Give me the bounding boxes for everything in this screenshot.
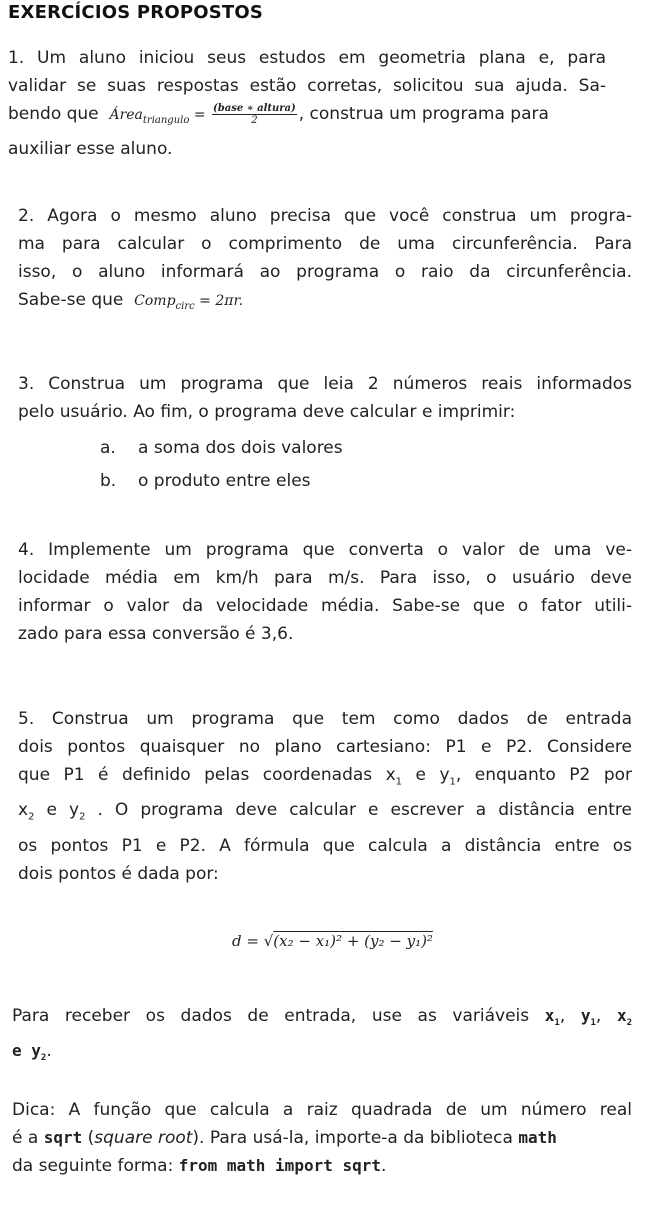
list-item-b: b. o produto entre eles xyxy=(100,471,311,491)
ex3-line-1: 3. Construa um programa que leia 2 números reais informados xyxy=(18,374,632,394)
area-formula: Área$_{triangulo}$ = xyxy=(109,107,211,126)
ex5-line-5: os pontos P1 e P2. A fórmula que calcula a distância entre os xyxy=(18,835,632,856)
ex2-line-3: isso, o aluno informará ao programa o raio da circunferência. xyxy=(18,262,632,282)
tip-paragraph xyxy=(12,1096,632,1180)
ex4-line-1: 4. Implemente um programa que converta o valor de uma ve- xyxy=(18,540,632,560)
page-title: EXERCÍCIOS PROPOSTOS xyxy=(8,2,264,23)
list-item-a: a. a soma dos dois valores xyxy=(100,438,343,458)
vars-line-1: Para receber os dados de entrada, use as variáveis $x_1$, $y_1$, $x_2$ xyxy=(12,1006,633,1029)
ex4-line-3: informar o valor da velocidade média. Sabe-se que o fator utili- xyxy=(18,596,632,616)
ex1-line-4: auxiliar esse aluno. xyxy=(8,138,173,159)
exercise-4 xyxy=(18,536,632,648)
ex1-line-1: 1. Um aluno iniciou seus estudos em geometria plana e, para xyxy=(8,48,606,68)
tip-line-1: Dica: A função que calcula a raiz quadrada de um número real xyxy=(12,1100,632,1120)
ex5-line-3: que P1 é definido pelas coordenadas $x_1$ e $y_1$, enquanto P2 por xyxy=(18,765,633,788)
ex2-line-4: Sabe-se que Comp$_{circ}$ = 2πr. xyxy=(18,290,244,312)
ex2-line-1: 2. Agora o mesmo aluno precisa que você construa um progra- xyxy=(18,206,632,226)
tip-line-2: é a sqrt (square root). Para usá-la, importe-a da biblioteca math xyxy=(12,1128,557,1148)
ex5-line-1: 5. Construa um programa que tem como dados de entrada xyxy=(18,709,632,729)
area-fraction: $\frac{\text{(base ∗ altura)}}{2}$ xyxy=(213,102,296,126)
exercise-2 xyxy=(18,202,632,321)
exercise-5 xyxy=(18,705,632,888)
ex5-line-6: dois pontos é dada por: xyxy=(18,863,219,884)
import-code: from math import sqrt xyxy=(178,1156,382,1175)
ex5-line-4: $x_2$ e $y_2$ . O programa deve calcular e escrever a distância entre xyxy=(18,800,632,823)
exercise-1 xyxy=(8,44,606,163)
math-code: math xyxy=(518,1128,557,1147)
ex3-line-2: pelo usuário. Ao fim, o programa deve calcular e imprimir: xyxy=(18,402,516,422)
sqrt-code: sqrt xyxy=(43,1128,83,1147)
ex1-line-2: validar se suas respostas estão corretas, solicitou sua ajuda. Sa- xyxy=(8,76,606,96)
circumference-formula: Comp$_{circ}$ = 2πr. xyxy=(134,293,244,312)
ex1-line-3: bendo que Área$_{triangulo}$ = $\frac{\text{(base ∗ altura)}}{2}$ , construa um programa para xyxy=(8,102,549,126)
tip-line-3: da seguinte forma: from math import sqrt. xyxy=(12,1156,387,1176)
distance-formula: d = √(x₂ − x₁)² + (y₂ − y₁)² xyxy=(232,932,433,950)
ex4-line-2: locidade média em km/h para m/s. Para isso, o usuário deve xyxy=(18,568,632,588)
ex2-line-2: ma para calcular o comprimento de uma circunferência. Para xyxy=(18,234,632,254)
vars-line-2: e $y_2$. xyxy=(12,1041,52,1064)
ex4-line-4: zado para essa conversão é 3,6. xyxy=(18,624,294,644)
exercise-3 xyxy=(18,370,632,426)
ex5-line-2: dois pontos quaisquer no plano cartesiano: P1 e P2. Considere xyxy=(18,737,632,757)
variables-paragraph xyxy=(12,1002,632,1072)
